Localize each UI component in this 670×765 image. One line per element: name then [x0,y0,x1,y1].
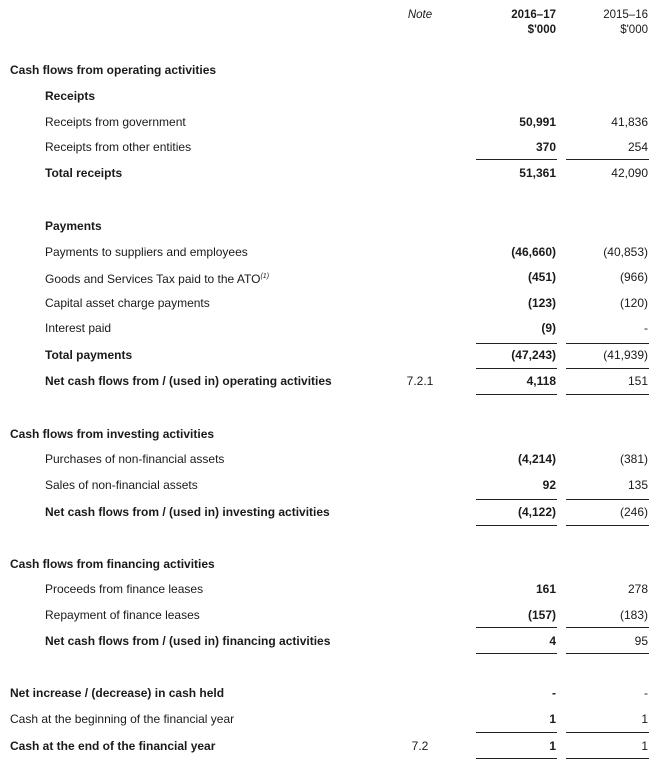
row-label: Proceeds from finance leases [45,582,204,596]
row-label: Total payments [45,348,133,362]
total-rule-line [476,159,557,160]
prior-year-value: (40,853) [603,245,648,259]
current-year-value: (46,660) [511,245,556,259]
current-year-unit: $'000 [527,24,556,36]
row-label: Payments to suppliers and employees [45,245,248,259]
section-heading-row [0,684,670,702]
current-year-value: 4,118 [526,374,556,388]
table-row [0,710,670,728]
total-rule-line [566,758,649,759]
table-row [0,372,670,390]
row-label: Receipts from government [45,115,186,129]
table-row [0,113,670,131]
total-rule-line [566,368,649,369]
total-rule-line [476,627,557,628]
total-rule-line [476,758,557,759]
current-year-value: 92 [542,478,556,492]
current-year-value: (9) [541,321,556,335]
total-rule-line [476,732,557,733]
total-rule-line [476,499,557,500]
prior-year-value: 41,836 [611,115,648,129]
prior-year-value: 278 [627,582,648,596]
current-year-value: 4 [549,634,556,648]
total-rule-line [476,653,557,654]
section-heading-row [0,61,670,79]
prior-year-value: (41,939) [603,348,648,362]
prior-year-value: (381) [619,452,648,466]
table-row [0,164,670,182]
total-rule-line [566,343,649,344]
total-rule-line [566,653,649,654]
prior-year-label: 2015–16 [603,9,648,21]
prior-year-value: 254 [627,140,648,154]
note-ref: 7.2.1 [406,374,434,388]
prior-year-value: 1 [641,739,648,753]
row-label: Cash at the beginning of the financial year [10,712,235,726]
total-rule-line [476,343,557,344]
row-label: Goods and Services Tax paid to the ATO$^{(1)}$ [45,272,270,286]
prior-year-value: (183) [619,608,648,622]
total-rule-line [566,525,649,526]
prior-year-value: 151 [627,374,648,388]
table-row [0,268,670,286]
current-year-value: (47,243) [511,348,556,362]
prior-year-value: 95 [634,634,648,648]
row-label: Total receipts [45,166,123,180]
total-rule-line [476,525,557,526]
row-label: Sales of non-financial assets [45,478,198,492]
note-ref: 7.2 [411,739,429,753]
prior-year-value: (120) [619,296,648,310]
table-row [0,503,670,521]
total-rule-line [476,368,557,369]
row-label: Receipts [45,89,96,103]
subheading-row [0,87,670,105]
row-label: Net cash flows from / (used in) investing activities [45,505,330,519]
current-year-column-header [486,8,556,38]
current-year-label: 2016–17 [511,9,556,21]
section-heading-row [0,555,670,573]
total-rule-line [566,732,649,733]
table-row [0,632,670,650]
total-rule-line [566,627,649,628]
row-label: Cash flows from operating activities [10,63,217,77]
note-column-header: Note [407,9,433,21]
row-label: Cash at the end of the financial year [10,739,216,753]
footnote-marker: (1) [260,273,270,280]
current-year-value: (451) [527,270,556,284]
current-year-value: 50,991 [519,115,556,129]
row-label: Payments [45,219,102,233]
row-label: Cash flows from financing activities [10,557,215,571]
row-label: Net cash flows from / (used in) operating activities [45,374,332,388]
current-year-value: (123) [527,296,556,310]
prior-year-value: - [644,686,648,700]
prior-year-value: (246) [619,505,648,519]
prior-year-value: 135 [627,478,648,492]
current-year-value: 1 [549,712,556,726]
prior-year-unit: $'000 [620,24,648,36]
current-year-value: 51,361 [519,166,556,180]
current-year-value: 1 [549,739,556,753]
total-rule-line [566,499,649,500]
current-year-value: 370 [535,140,556,154]
section-heading-row [0,425,670,443]
table-row [0,476,670,494]
row-label: Net increase / (decrease) in cash held [10,686,225,700]
table-row [0,450,670,468]
table-row [0,138,670,156]
prior-year-column-header [570,8,648,38]
current-year-value: - [552,686,556,700]
current-year-value: 161 [535,582,556,596]
current-year-value: (4,122) [517,505,556,519]
total-rule-line [566,394,649,395]
row-label: Interest paid [45,321,112,335]
row-label: Cash flows from investing activities [10,427,215,441]
table-row [0,346,670,364]
current-year-value: (157) [527,608,556,622]
section-heading-row [0,737,670,755]
table-row [0,580,670,598]
table-row [0,243,670,261]
total-rule-line [566,159,649,160]
subheading-row [0,217,670,235]
prior-year-value: - [644,321,648,335]
table-row [0,319,670,337]
total-rule-line [476,394,557,395]
table-row [0,294,670,312]
row-label: Capital asset charge payments [45,296,210,310]
row-label: Repayment of finance leases [45,608,200,622]
prior-year-value: 42,090 [611,166,648,180]
prior-year-value: (966) [619,270,648,284]
row-label: Net cash flows from / (used in) financing activities [45,634,331,648]
row-label: Receipts from other entities [45,140,192,154]
prior-year-value: 1 [641,712,648,726]
table-row [0,606,670,624]
row-label: Purchases of non-financial assets [45,452,225,466]
current-year-value: (4,214) [517,452,556,466]
